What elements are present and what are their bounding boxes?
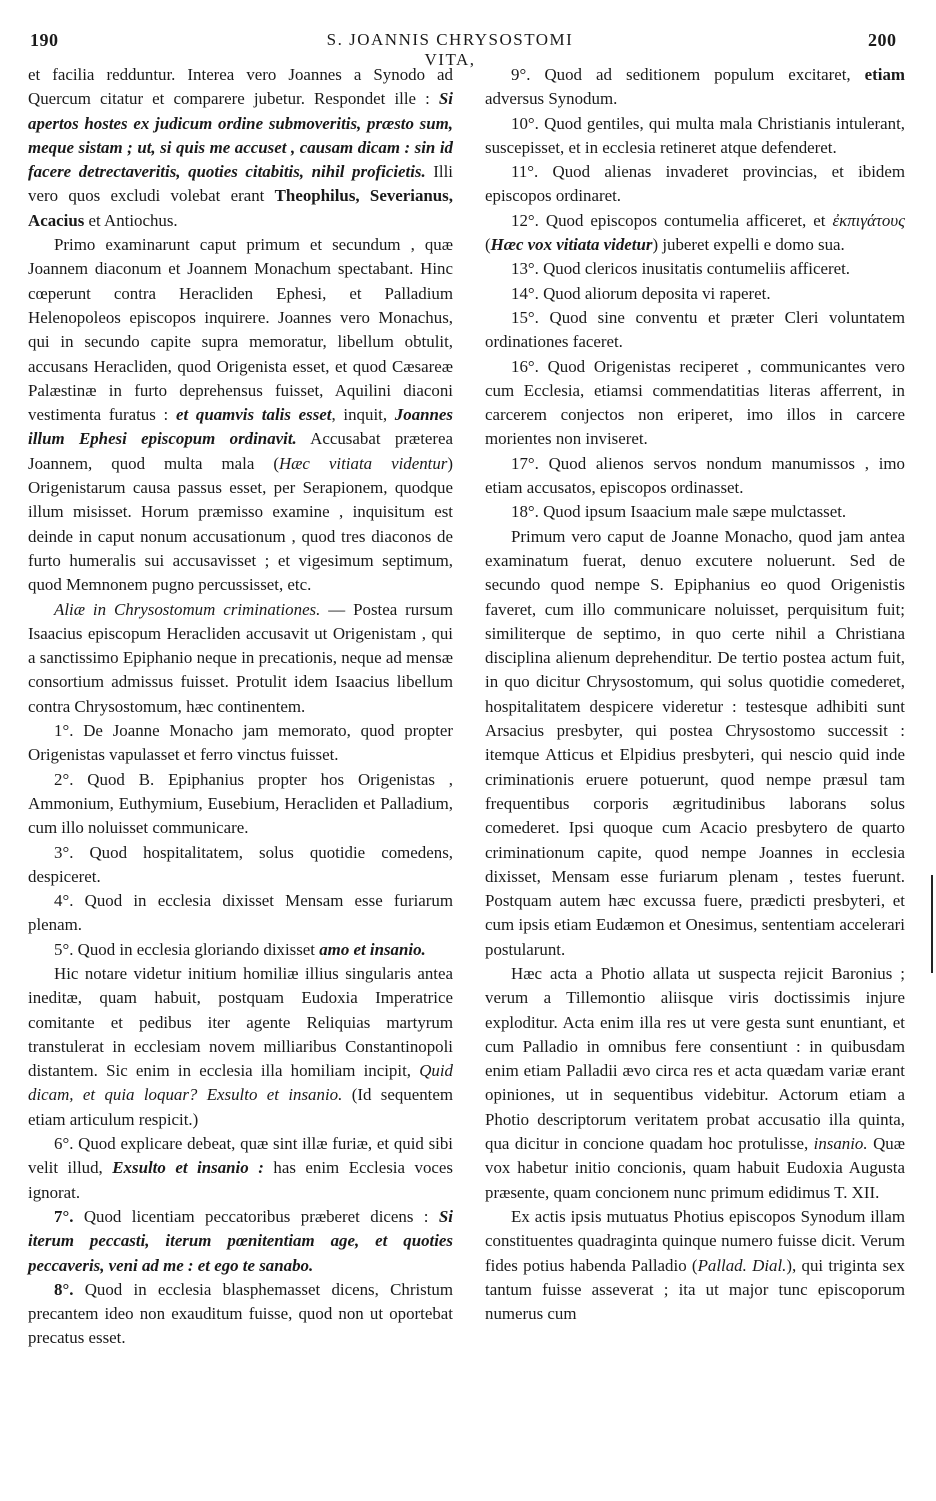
text-run: Ex actis ipsis mutuatus Photius episcopos Synodum illam constituentes quadraginta quinque numero fuisse dicit. Verum fides potius habenda Palladio (	[485, 1206, 905, 1275]
text-run: 3°. Quod hospitalitatem, solus quotidie comedens, despiceret.	[28, 842, 453, 886]
running-header	[0, 0, 936, 69]
paragraph	[485, 452, 905, 501]
text-run: etiam	[864, 65, 905, 84]
page-number-right: 200	[868, 30, 897, 50]
text-run: Primo examinarunt caput primum et secundum , quæ Joannem diaconum et Joannem Monachum spectabant. Hinc cœperunt contra Heracliden Ephesi, et Palladium Helenopoleos episcopos inquirere. Joannes vero Monachus, qui in secundo capite supra memoratur, libellum obtulit, accusans Heracliden, quod Origenista esset, et quod Cæsareæ Palæstinæ in furto deprehensus fuisset, Aquilini diaconi vestimenta furatus :	[28, 235, 453, 425]
paragraph	[485, 500, 905, 524]
italic-text: ἐκπιγάτους	[832, 210, 905, 230]
text-run: Quod in ecclesia blasphemasset dicens, Christum precantem ideo non exauditum fuisse, quod non ut oportebat precatus esset.	[28, 1279, 453, 1348]
text-run: ), qui triginta sex tantum fuisse asseverat ; ita ut major tunc episcoporum numerus cum	[485, 1255, 905, 1324]
text-run: 16°. Quod Origenistas reciperet , communicantes vero cum Ecclesia, etiamsi commendatitias literas afferrent, in carcerem conjectos non eriperet, imo illos in carcere morientes non inviseret.	[485, 356, 905, 449]
text-run: 1°. De Joanne Monacho jam memorato, quod propter Origenistas vapulasset et ferro vinctus fuisset.	[28, 721, 453, 765]
text-run: 12°. Quod episcopos contumelia afficeret, et	[511, 210, 833, 230]
text-run: , inquit,	[331, 405, 395, 425]
italic-text: Quid dicam, et quia loquar? Exsulto et insanio.	[28, 1061, 453, 1105]
text-run: (Id sequentem etiam articulum respicit.)	[28, 1085, 453, 1129]
paragraph	[485, 257, 905, 281]
paragraph	[485, 1205, 905, 1326]
text-run: 17°. Quod alienos servos nondum manumissos , imo etiam accusatos, episcopos ordinasset.	[485, 453, 905, 498]
text-run: 10°. Quod gentiles, qui multa mala Christianis intulerant, suscepisset, et in ecclesia retineret atque defenderet.	[485, 113, 905, 157]
text-run: has enim Ecclesia voces ignorat.	[28, 1158, 453, 1202]
text-run: 18°. Quod ipsum Isaacium male sæpe mulctasset.	[511, 502, 847, 522]
paragraph	[485, 282, 905, 306]
paragraph	[485, 209, 905, 258]
text-run: 14°. Quod aliorum deposita vi raperet.	[511, 283, 771, 303]
paragraph	[28, 841, 453, 890]
paragraph	[28, 1278, 453, 1351]
paragraph	[485, 63, 905, 112]
italic-text: insanio.	[813, 1134, 868, 1154]
text-run: adversus Synodum.	[485, 89, 618, 109]
paragraph	[485, 160, 905, 209]
text-run: 13°. Quod clericos inusitatis contumeliis afficeret.	[511, 259, 851, 279]
text-run: Illi vero quos excludi volebat erant	[28, 162, 453, 206]
text-run: 7°.	[54, 1206, 74, 1226]
page-number-left: 190	[30, 30, 59, 50]
italic-text: Hæc vitiata videntur	[278, 453, 448, 473]
text-run: Quod licentiam peccatoribus præberet dicens :	[73, 1206, 439, 1226]
text-run: (	[485, 235, 491, 255]
text-run: Accusabat præterea Joannem, quod multa mala (	[28, 429, 453, 473]
text-run: 2°. Quod B. Epiphanius propter hos Origenistas , Ammonium, Euthymium, Eusebium, Heracliden et Palladium, cum illo noluisset communicare.	[28, 769, 453, 838]
paragraph	[485, 112, 905, 161]
text-run: ) Origenistarum causa passus esset, per Serapionem, quodque illum misisset. Horum præmisso examine , inquisitum est deinde in caput nonum accusationum , quod tres diaconos de furto humeralis sui accusavisset ; et vigesimum septimum, quod Memnonem pugno percussisset, etc.	[28, 453, 453, 595]
paragraph	[28, 233, 453, 597]
paragraph	[485, 962, 905, 1205]
italic-text: Aliæ in Chrysostomum criminationes.	[54, 599, 321, 619]
italic-text: amo et insanio.	[319, 939, 426, 959]
paragraph	[485, 306, 905, 355]
italic-text: Hæc vox vitiata videtur	[490, 235, 653, 255]
text-run: et facilia redduntur. Interea vero Joannes a Synodo ad Quercum citatur et comparere jubetur. Respondet ille :	[28, 65, 453, 109]
text-run: Hic notare videtur initium homiliæ illius singularis antea ineditæ, quam habuit, postquam Eudoxia Imperatrice comitante et pedibus iter agente Reliquias martyrum transtulerat in ecclesiam novem milliaribus Constantinopoli distantem. Sic enim in ecclesia illa homiliam incipit,	[28, 963, 453, 1081]
paragraph	[28, 962, 453, 1132]
text-run: 9°. Quod ad seditionem populum excitaret,	[511, 65, 865, 84]
text-run: 11°. Quod alienas invaderet provincias, et ibidem episcopos ordinaret.	[485, 162, 905, 206]
italic-text: Exsulto et insanio :	[112, 1158, 264, 1178]
margin-mark	[931, 875, 933, 973]
running-title: S. JOANNIS CHRYSOSTOMI VITA,	[326, 30, 574, 69]
text-run: 6°. Quod explicare debeat, quæ sint illæ furiæ, et quid sibi velit illud,	[28, 1134, 453, 1178]
paragraph	[28, 598, 453, 719]
paragraph	[28, 889, 453, 938]
text-run: Primum vero caput de Joanne Monacho, quod jam antea examinatum fuerat, denuo excutere noluerunt. Sed de secundo quod nempe S. Epiphanius eo quod Origenistis faveret, cum illo communicare noluisset, perquisitum fuit; similiterque de septimo, in quo certe nihil a Christiana disciplina alienum deprehenditur. De tertio postea actum fuit, in quo dicitur Chrysostomum, qui solus quotidie comederet, hospitalitatem despicere videretur : testesque adhibiti sunt Arsacius presbyter, qui postea Chrysostomo successit : itemque Atticus et Elpidius presbyteri, qui nescio quid inde criminationis eruere potuerunt, quod nempe præsul tam frequentibus corporis ægritudinibus laborans solus comederet. Ipsi quoque cum Acacio presbytero de quarto criminationum capite, quod nempe Joannes in ecclesia dixisset, Mensam esse furiarum plenam , testes fuerunt. Postquam autem hæc excussa fuere, prædicti presbyteri, et cum ipsis etiam Eudæmon et Onesimus, sententiam accelerari postularunt.	[485, 526, 905, 959]
text-run: 8°.	[54, 1279, 74, 1299]
paragraph	[28, 1205, 453, 1278]
paragraph	[485, 525, 905, 962]
italic-text: Si apertos hostes ex judicum ordine submoveritis, præsto sum, meque sistam ; ut, si quis me accuset , causam dicam : sin id facere detrectaveritis, quoties citabitis, nihil proficietis.	[28, 89, 453, 182]
paragraph	[28, 938, 453, 962]
text-run: 15°. Quod sine conventu et præter Cleri voluntatem ordinationes faceret.	[485, 307, 905, 352]
paragraph	[485, 355, 905, 452]
paragraph	[28, 1132, 453, 1205]
italic-text: Pallad. Dial.	[697, 1255, 787, 1275]
text-run: — Postea rursum Isaacius episcopum Heracliden accusavit ut Origenistam , qui a sanctissimo Epiphanio neque in precationis, neque ad mensæ consortium admissus fuisset. Protulit idem Isaacius libellum contra Chrysostomum, hæc continentem.	[28, 599, 453, 716]
right-column	[485, 63, 905, 1326]
text-run: Quæ vox habetur initio concionis, quam habuit Eudoxia Augusta præsente, quam concionem nunc primum edidimus T. XII.	[485, 1134, 905, 1202]
text-run: 5°. Quod in ecclesia gloriando dixisset	[54, 939, 320, 959]
italic-text: Si iterum peccasti, iterum pœnitentiam age, et quoties peccaveris, veni ad me : et ego te sanabo.	[28, 1206, 453, 1275]
paragraph	[28, 63, 453, 233]
paragraph	[28, 768, 453, 841]
text-run: ) juberet expelli e domo sua.	[652, 235, 845, 255]
text-run: Theophilus, Severianus, Acacius	[28, 186, 453, 230]
paragraph	[28, 719, 453, 768]
text-run: 4°. Quod in ecclesia dixisset Mensam esse furiarum plenam.	[28, 891, 453, 935]
left-column	[28, 63, 453, 1351]
text-run: Hæc acta a Photio allata ut suspecta rejicit Baronius ; verum a Tillemontio aliisque viris doctissimis injure exploditur. Acta enim illa res ut vere gesta sunt enuntiant, et cum Palladio in omnibus fere consentiunt : in quibusdam enim etiam Palladii ævo circa res et acta quædam variæ erant opiniones, ut in sequentibus videbitur. Actorum etiam a Photio descriptorum veritatem probat accusatio illa quinta, qua dicitur in concione quadam hoc protulisse,	[485, 963, 905, 1154]
text-run: et Antiochus.	[84, 210, 178, 230]
italic-text: et quamvis talis esset	[175, 405, 332, 425]
italic-text: Joannes illum Ephesi episcopum ordinavit.	[28, 405, 453, 449]
